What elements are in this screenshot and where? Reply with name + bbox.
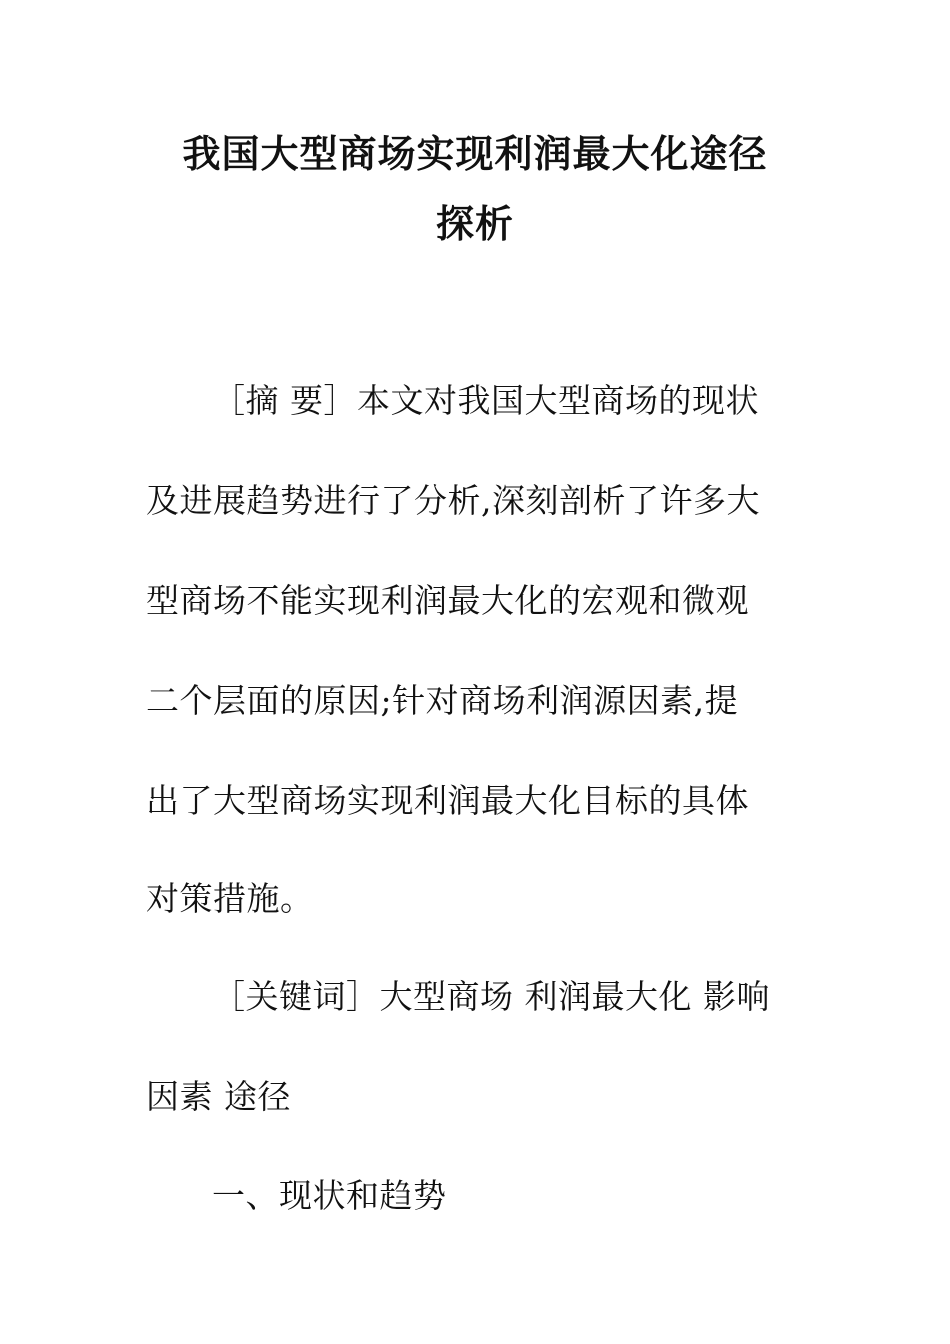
abstract-line: 及进展趋势进行了分析,深刻剖析了许多大	[146, 481, 760, 520]
abstract-line: 出了大型商场实现利润最大化目标的具体	[146, 781, 749, 820]
document-title-line-2: 探析	[435, 201, 514, 246]
document-title-line-1: 我国大型商场实现利润最大化途径	[182, 131, 768, 176]
abstract-line: 对策措施。	[146, 879, 314, 918]
abstract-line: 型商场不能实现利润最大化的宏观和微观	[146, 581, 749, 620]
keywords-line: ［关键词］大型商场 利润最大化 影响	[212, 977, 770, 1016]
abstract-line: ［摘 要］本文对我国大型商场的现状	[212, 381, 759, 420]
section-heading: 一、现状和趋势	[212, 1176, 447, 1215]
abstract-line: 二个层面的原因;针对商场利润源因素,提	[146, 681, 739, 720]
keywords-line: 因素 途径	[146, 1077, 291, 1116]
